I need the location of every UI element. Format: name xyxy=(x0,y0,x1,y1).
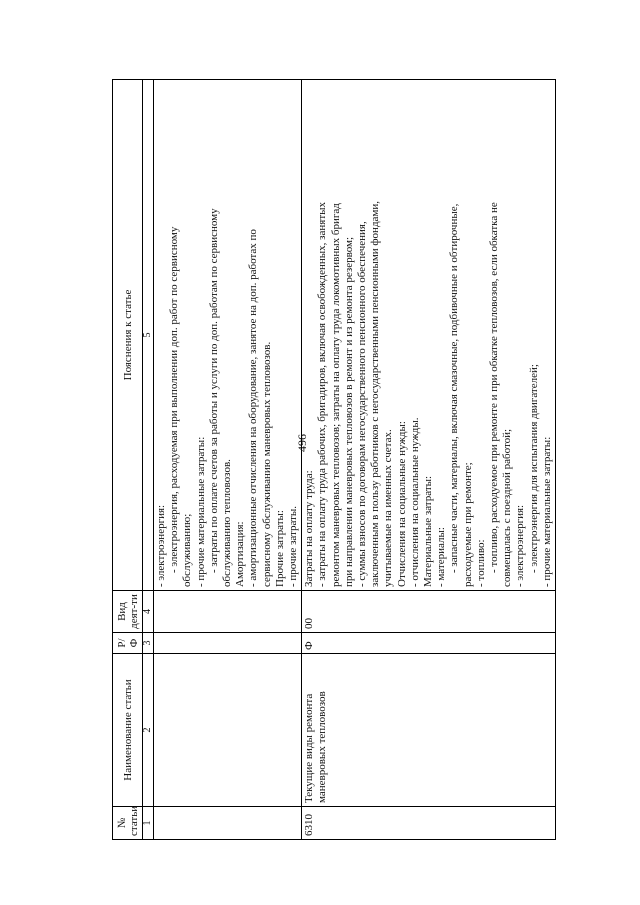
explanation-line: - материалы: xyxy=(435,527,448,587)
table-row xyxy=(154,80,302,840)
explanation-line: Отчисления на социальные нужды: xyxy=(395,421,408,587)
explanation-line: заключенным в пользу работников с негосударственными пенсионными фондами, xyxy=(369,200,382,587)
explanation-line: - затраты по оплате счетов за работы и услуги по доп. работам по сервисному xyxy=(207,208,220,573)
column-numbers-row xyxy=(143,80,154,840)
explanation-line: учитываемые на именных счетах. xyxy=(382,429,395,587)
explanation-line: Амортизация: xyxy=(234,521,247,587)
row-rf xyxy=(154,633,302,654)
explanation-line: - затраты на оплату труда рабочих, бригадиров, включая освобожденных, занятых xyxy=(316,201,329,587)
row-rf: Ф xyxy=(302,633,556,654)
explanation-line: - прочие затраты. xyxy=(287,506,300,587)
col-num-2: 2 xyxy=(143,654,154,807)
col-num-3: 3 xyxy=(143,633,154,654)
header-row xyxy=(113,80,143,840)
explanation-line: обслуживанию тепловозов. xyxy=(221,459,234,587)
row-number xyxy=(154,807,302,840)
explanation-line: Прочие затраты: xyxy=(273,510,286,587)
cost-items-table xyxy=(112,79,556,840)
explanation-line: Затраты на оплату труда: xyxy=(303,470,316,587)
explanation-line: - электроэнергия для испытания двигателей; xyxy=(527,364,540,573)
rotated-table-wrapper xyxy=(112,80,553,840)
col-num-4: 4 xyxy=(143,591,154,633)
explanation-line: - электроэнергия, расходуемая при выполнении доп. работ по сервисному xyxy=(168,226,181,573)
header-explanation: Пояснения к статье xyxy=(113,80,143,591)
row-number: 6310 xyxy=(302,807,556,840)
table-row xyxy=(302,80,556,840)
explanation-line: совмещалась с поездной работой; xyxy=(501,428,514,587)
explanation-line: при направлении маневровых тепловозов в ремонт и из ремонта резервом; xyxy=(342,236,355,587)
explanation-line: расходуемые при ремонте; xyxy=(461,462,474,587)
explanation-line: Материальные затраты: xyxy=(422,475,435,587)
explanation-line: - топливо: xyxy=(474,539,487,587)
explanation-line: - амортизационные отчисления на оборудование, занятое на доп. работах по xyxy=(247,229,260,587)
col-num-5: 5 xyxy=(143,80,154,591)
explanation-line: - суммы взносов по договорам негосударственного пенсионного обеспечения, xyxy=(356,221,369,587)
row-activity xyxy=(154,591,302,633)
header-number: № статьи xyxy=(113,807,143,840)
row-activity: 00 xyxy=(302,591,556,633)
explanation-line: - запасные части, материалы, включая смазочные, подбивочные и обтирочные, xyxy=(448,203,461,573)
explanation-line: обслуживанию; xyxy=(181,513,194,587)
row-name xyxy=(154,654,302,807)
header-name: Наименование статьи xyxy=(113,654,143,807)
explanation-line: - отчисления на социальные нужды. xyxy=(408,417,421,587)
header-activity: Вид деят-ти xyxy=(113,591,143,633)
explanation-line: - топливо, расходуемое при ремонте и при обкатке тепловозов, если обкатка не xyxy=(488,202,501,573)
row-name: Текущие виды ремонта маневровых тепловозов xyxy=(302,654,556,807)
col-num-1: 1 xyxy=(143,807,154,840)
explanation-line: - прочие материальные затраты: xyxy=(540,436,553,587)
explanation-line: - электроэнергия: xyxy=(514,504,527,587)
explanation-line: ремонтом маневровых тепловозов; затраты на оплату труда локомотивных бригад xyxy=(329,203,342,587)
explanation-line: - электроэнергия: xyxy=(155,504,167,587)
row-explanation xyxy=(302,80,556,591)
header-rf: Р/ Ф xyxy=(113,633,143,654)
row-explanation xyxy=(154,80,302,591)
explanation-line: сервисному обслуживанию маневровых тепловозов. xyxy=(260,341,273,587)
explanation-line: - прочие материальные затраты: xyxy=(194,436,207,587)
page-number: 496 xyxy=(295,434,309,452)
